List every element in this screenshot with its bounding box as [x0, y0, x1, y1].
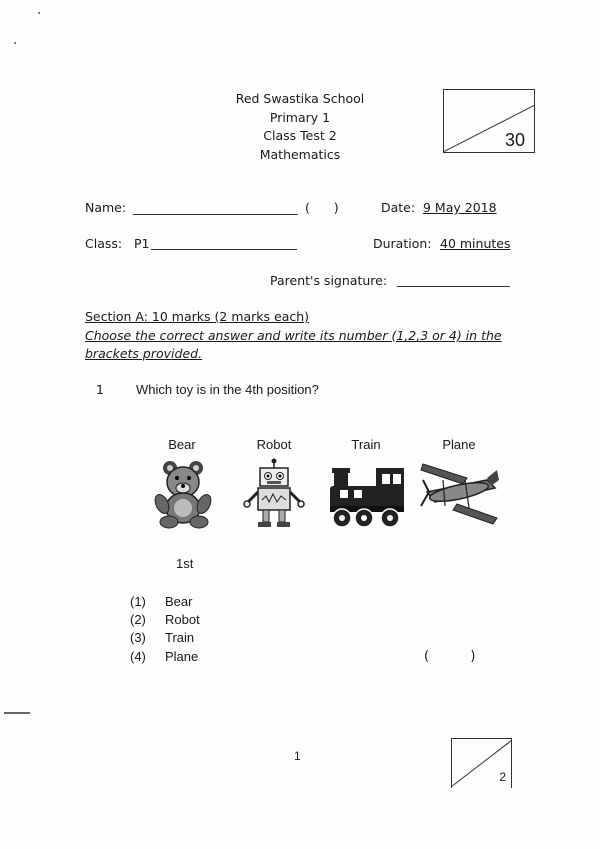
toy-label-train: Train	[351, 437, 381, 452]
option-number: (2)	[130, 612, 146, 627]
page-marks-box	[451, 738, 512, 788]
answer-bracket[interactable]: ( )	[424, 649, 476, 664]
class-label: Class:	[85, 236, 123, 251]
name-field[interactable]	[133, 214, 298, 215]
question-number: 1	[96, 382, 104, 397]
toy-label-plane: Plane	[442, 437, 476, 452]
teddy-bear-icon	[142, 458, 226, 530]
class-field[interactable]	[151, 249, 297, 250]
option-2	[130, 612, 200, 627]
option-number: (1)	[130, 594, 146, 609]
scan-mark	[4, 712, 30, 714]
date-label: Date:	[381, 200, 416, 215]
toy-label-robot: Robot	[256, 437, 292, 452]
duration-value: 40 minutes	[440, 236, 511, 251]
plane-icon	[417, 458, 501, 530]
page-number: 1	[294, 749, 301, 763]
page-marks: 2	[499, 770, 506, 784]
duration-label: Duration:	[373, 236, 432, 251]
toy-label-bear: Bear	[168, 437, 196, 452]
option-number: (3)	[130, 630, 146, 645]
level: Primary 1	[269, 109, 331, 125]
subject: Mathematics	[259, 146, 341, 162]
option-text: Robot	[165, 612, 200, 627]
option-number: (4)	[130, 649, 146, 664]
section-title: Section A: 10 marks (2 marks each)	[85, 309, 310, 324]
score-total: 30	[504, 130, 525, 150]
test-name: Class Test 2	[263, 128, 337, 143]
school-name: Red Swastika School	[235, 91, 365, 106]
robot-icon	[232, 458, 316, 530]
scan-speck	[14, 42, 16, 44]
signature-label: Parent's signature:	[270, 273, 388, 288]
option-text: Train	[165, 630, 195, 645]
test-header	[170, 90, 430, 164]
signature-field[interactable]	[397, 286, 510, 287]
class-value: P1	[134, 236, 150, 251]
register-number-bracket: ( )	[305, 200, 339, 215]
date-value: 9 May 2018	[423, 200, 497, 215]
first-position-marker: 1st	[176, 556, 194, 571]
scan-speck	[38, 12, 40, 14]
score-box	[443, 89, 535, 153]
name-label: Name:	[85, 200, 127, 215]
option-text: Plane	[165, 649, 199, 664]
option-4	[130, 649, 198, 664]
option-text: Bear	[165, 594, 193, 609]
question-text: Which toy is in the 4th position?	[136, 382, 319, 397]
option-1	[130, 594, 192, 609]
option-3	[130, 630, 194, 645]
section-instruction: Choose the correct answer and write its number (1,2,3 or 4) in the brackets provided.	[85, 328, 502, 361]
train-icon	[326, 458, 410, 530]
